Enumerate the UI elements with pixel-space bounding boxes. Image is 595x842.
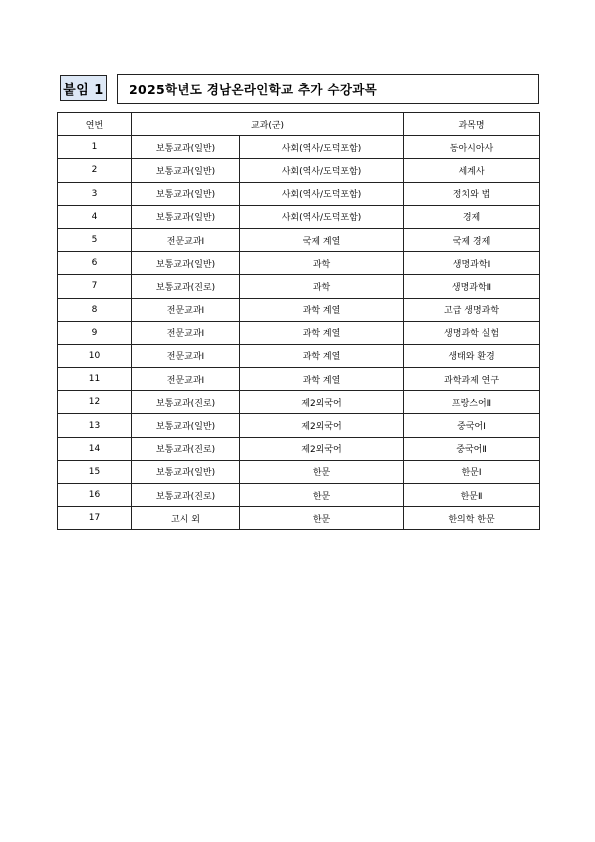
course-group: 한문 bbox=[240, 484, 404, 507]
row-number: 1 bbox=[58, 136, 132, 159]
table-row bbox=[58, 368, 540, 391]
row-number: 15 bbox=[58, 460, 132, 483]
course-category: 보통교과(일반) bbox=[132, 252, 240, 275]
row-number: 5 bbox=[58, 228, 132, 251]
course-group: 제2외국어 bbox=[240, 437, 404, 460]
row-number: 9 bbox=[58, 321, 132, 344]
subject-name: 세계사 bbox=[404, 159, 540, 182]
table-row bbox=[58, 391, 540, 414]
course-category: 보통교과(진로) bbox=[132, 275, 240, 298]
table-row bbox=[58, 460, 540, 483]
course-group: 과학 계열 bbox=[240, 368, 404, 391]
course-group: 제2외국어 bbox=[240, 391, 404, 414]
course-category: 보통교과(일반) bbox=[132, 136, 240, 159]
row-number: 10 bbox=[58, 344, 132, 367]
course-group: 사회(역사/도덕포함) bbox=[240, 205, 404, 228]
course-category: 보통교과(진로) bbox=[132, 484, 240, 507]
row-number: 13 bbox=[58, 414, 132, 437]
course-category: 전문교과Ⅰ bbox=[132, 298, 240, 321]
course-group: 과학 계열 bbox=[240, 298, 404, 321]
table-header-row bbox=[58, 113, 540, 136]
table-row bbox=[58, 298, 540, 321]
course-group: 사회(역사/도덕포함) bbox=[240, 182, 404, 205]
subject-name: 동아시아사 bbox=[404, 136, 540, 159]
table-row bbox=[58, 414, 540, 437]
row-number: 12 bbox=[58, 391, 132, 414]
row-number: 4 bbox=[58, 205, 132, 228]
subject-name: 국제 경제 bbox=[404, 228, 540, 251]
course-category: 보통교과(일반) bbox=[132, 182, 240, 205]
subject-name: 한문Ⅰ bbox=[404, 460, 540, 483]
row-number: 14 bbox=[58, 437, 132, 460]
table-row bbox=[58, 344, 540, 367]
header-subject: 과목명 bbox=[404, 113, 540, 136]
course-category: 보통교과(일반) bbox=[132, 460, 240, 483]
course-category: 보통교과(일반) bbox=[132, 205, 240, 228]
subject-name: 과학과제 연구 bbox=[404, 368, 540, 391]
row-number: 6 bbox=[58, 252, 132, 275]
subject-name: 정치와 법 bbox=[404, 182, 540, 205]
course-group: 국제 계열 bbox=[240, 228, 404, 251]
course-group: 과학 계열 bbox=[240, 321, 404, 344]
row-number: 2 bbox=[58, 159, 132, 182]
table-row bbox=[58, 228, 540, 251]
course-group: 한문 bbox=[240, 507, 404, 530]
row-number: 16 bbox=[58, 484, 132, 507]
subject-name: 프랑스어Ⅱ bbox=[404, 391, 540, 414]
table-row bbox=[58, 205, 540, 228]
table-row bbox=[58, 182, 540, 205]
course-category: 보통교과(진로) bbox=[132, 437, 240, 460]
row-number: 3 bbox=[58, 182, 132, 205]
document-title: 2025학년도 경남온라인학교 추가 수강과목 bbox=[117, 74, 539, 104]
table-row bbox=[58, 321, 540, 344]
course-group: 제2외국어 bbox=[240, 414, 404, 437]
subject-name: 생명과학Ⅰ bbox=[404, 252, 540, 275]
subject-name: 한문Ⅱ bbox=[404, 484, 540, 507]
table-row bbox=[58, 484, 540, 507]
course-category: 전문교과Ⅰ bbox=[132, 228, 240, 251]
table-row bbox=[58, 159, 540, 182]
subject-name: 생태와 환경 bbox=[404, 344, 540, 367]
course-category: 보통교과(일반) bbox=[132, 414, 240, 437]
course-group: 한문 bbox=[240, 460, 404, 483]
subject-name: 중국어Ⅰ bbox=[404, 414, 540, 437]
course-group: 과학 계열 bbox=[240, 344, 404, 367]
table-row bbox=[58, 437, 540, 460]
row-number: 8 bbox=[58, 298, 132, 321]
header-number: 연번 bbox=[58, 113, 132, 136]
header-curriculum: 교과(군) bbox=[132, 113, 404, 136]
course-category: 보통교과(일반) bbox=[132, 159, 240, 182]
course-category: 고시 외 bbox=[132, 507, 240, 530]
course-category: 전문교과Ⅰ bbox=[132, 321, 240, 344]
row-number: 11 bbox=[58, 368, 132, 391]
row-number: 17 bbox=[58, 507, 132, 530]
subject-name: 한의학 한문 bbox=[404, 507, 540, 530]
course-rows bbox=[58, 136, 540, 530]
table-row bbox=[58, 252, 540, 275]
course-group: 사회(역사/도덕포함) bbox=[240, 159, 404, 182]
table-row bbox=[58, 275, 540, 298]
row-number: 7 bbox=[58, 275, 132, 298]
course-table bbox=[57, 112, 540, 530]
course-category: 전문교과Ⅰ bbox=[132, 368, 240, 391]
course-category: 보통교과(진로) bbox=[132, 391, 240, 414]
subject-name: 경제 bbox=[404, 205, 540, 228]
attachment-badge: 붙임 1 bbox=[60, 75, 107, 101]
course-group: 과학 bbox=[240, 252, 404, 275]
subject-name: 생명과학Ⅱ bbox=[404, 275, 540, 298]
course-group: 과학 bbox=[240, 275, 404, 298]
subject-name: 생명과학 실험 bbox=[404, 321, 540, 344]
table-row bbox=[58, 507, 540, 530]
table-row bbox=[58, 136, 540, 159]
subject-name: 중국어Ⅱ bbox=[404, 437, 540, 460]
course-category: 전문교과Ⅰ bbox=[132, 344, 240, 367]
subject-name: 고급 생명과학 bbox=[404, 298, 540, 321]
course-group: 사회(역사/도덕포함) bbox=[240, 136, 404, 159]
